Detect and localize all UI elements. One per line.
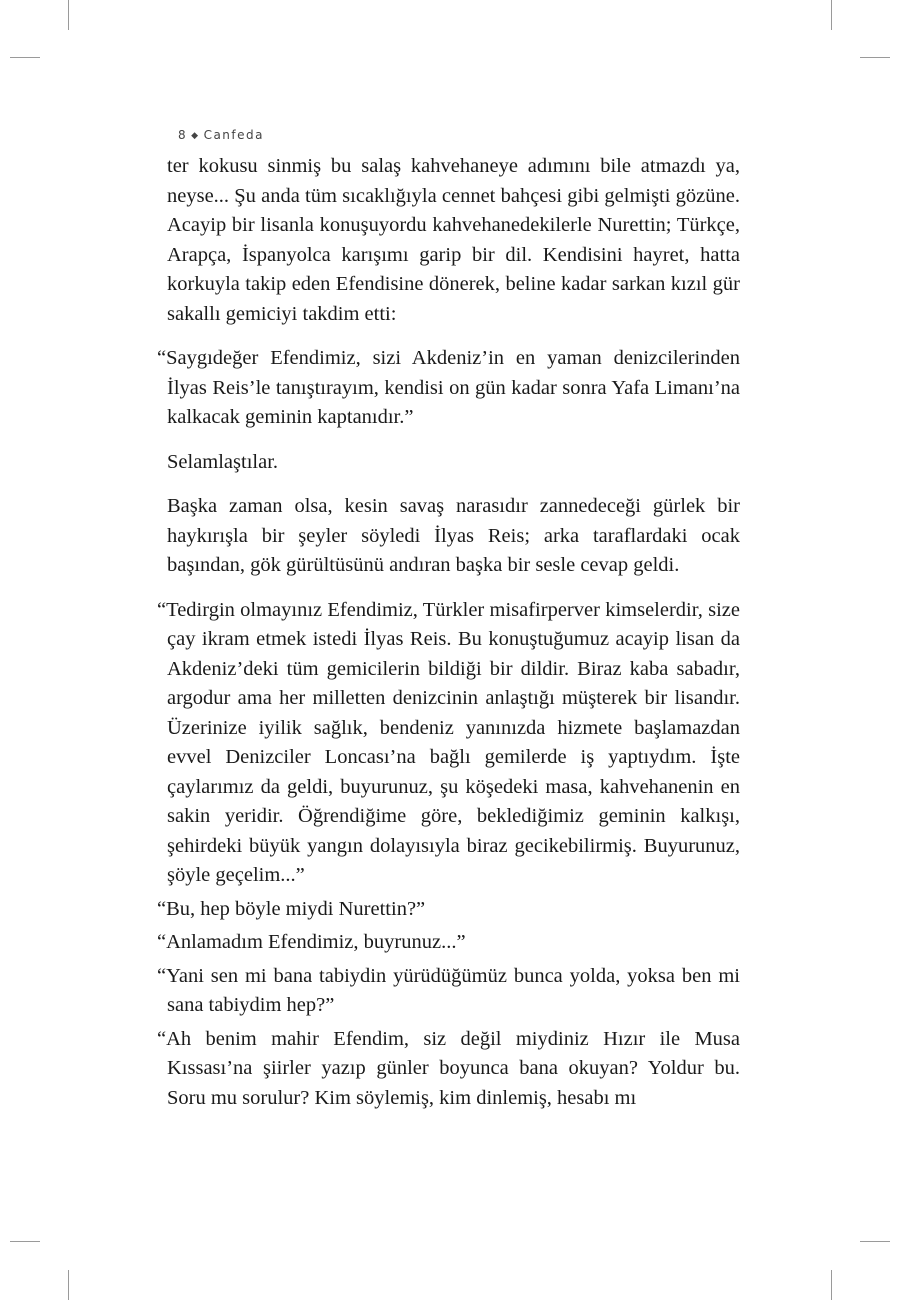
paragraph: “Tedirgin olmayınız Efendimiz, Türkler misafirperver kimselerdir, size çay ikram etmek istedi İlyas Reis. Bu konuştuğumuz acayip lisan da Akdeniz’deki tüm gemicilerin bildiği bir dildir. Biraz kaba sabadır, argodur ama her milletten denizcinin anlaştığı müşterek bir lisandır. Üzerinize iyilik sağlık, bendeniz yanınızda hizmete başlamazdan evvel Denizciler Loncası’na bağlı gemilerde iş yaptıydım. İşte çaylarımız da geldi, buyurunuz, şu köşedeki masa, kahvehanenin en sakin yeridir. Öğrendiğime göre, beklediğimiz geminin kalkışı, şehirdeki büyük yangın dolayısıyla biraz gecikebilirmiş. Buyurunuz, şöyle geçelim...” [157,598,740,886]
book-title: Canfeda [203,128,264,142]
crop-mark-right-bottom [860,1241,890,1242]
crop-mark-right-top [860,57,890,58]
body-text [157,152,740,1113]
crop-mark-bottom-right [831,1270,832,1300]
paragraph: Başka zaman olsa, kesin savaş narasıdır zannedeceği gürlek bir haykırışla bir şeyler söyledi İlyas Reis; arka taraflardaki ocak başından, gök gürültüsünü andıran başka bir sesle cevap geldi. [167,495,740,576]
paragraph: “Ah benim mahir Efendim, siz değil miydiniz Hızır ile Musa Kıssası’na şiirler yazıp günler boyunca bana okuyan? Yoldur bu. Soru mu sorulur? Kim söylemiş, kim dinlemiş, hesabı mı [157,1027,740,1109]
paragraph: Selamlaştılar. [167,450,279,473]
diamond-separator-icon: ◆ [191,131,200,141]
crop-mark-left-bottom [10,1241,40,1242]
crop-mark-left-top [10,57,40,58]
crop-mark-bottom-left [68,1270,69,1300]
running-header [178,128,264,142]
crop-mark-top-right [831,0,832,30]
paragraph: “Bu, hep böyle miydi Nurettin?” [157,897,426,920]
paragraph: “Anlamadım Efendimiz, buyrunuz...” [157,931,466,953]
paragraph: “Saygıdeğer Efendimiz, sizi Akdeniz’in en yaman denizcilerinden İlyas Reis’le tanıştırayım, kendisi on gün kadar sonra Yafa Limanı’na kalkacak geminin kaptanıdır.” [157,347,740,428]
paragraph: ter kokusu sinmiş bu salaş kahvehaneye adımını bile atmazdı ya, neyse... Şu anda tüm sıcaklığıyla cennet bahçesi gibi gelmişti gözüne. Acayip bir lisanla konuşuyordu kahvehanedekilerle Nurettin; Türkçe, Arapça, İspanyolca karışımı garip bir dil. Kendisini hayret, hatta korkuyla takip eden Efendisine dönerek, beline kadar sarkan kızıl gür sakallı gemiciyi takdim etti: [167,155,740,325]
page-number: 8 [178,128,188,142]
paragraph: “Yani sen mi bana tabiydin yürüdüğümüz bunca yolda, yoksa ben mi sana tabiydim hep?” [157,964,740,1016]
crop-mark-top-left [68,0,69,30]
